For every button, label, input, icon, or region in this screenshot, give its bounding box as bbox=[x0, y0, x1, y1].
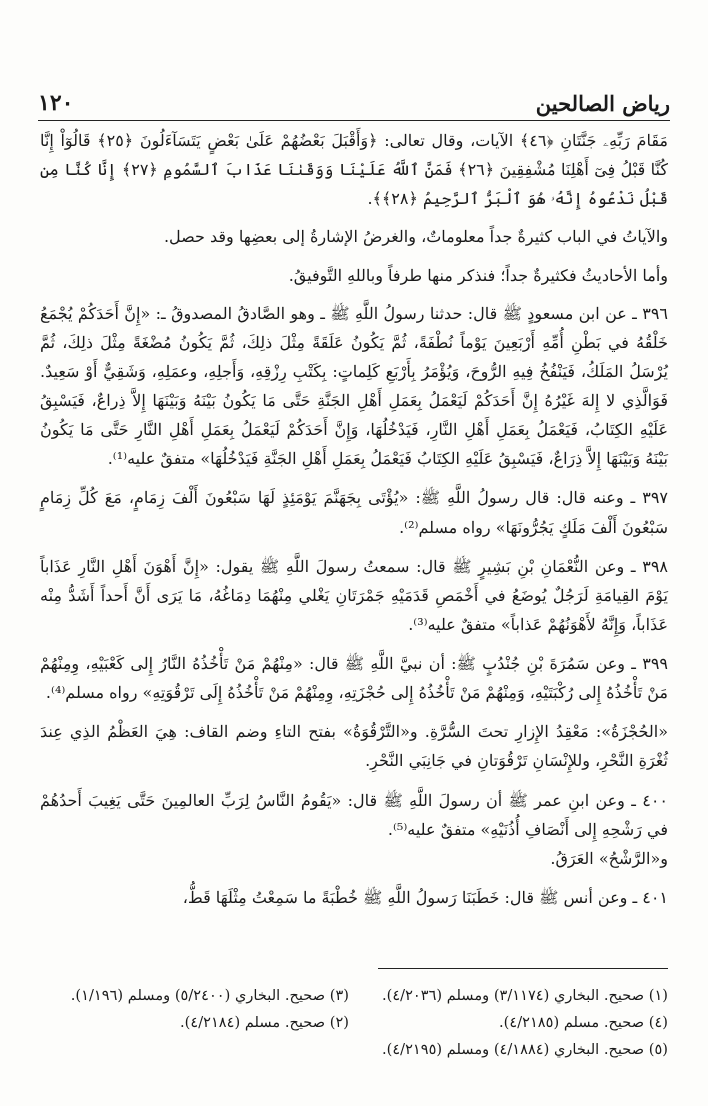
hadith-400 bbox=[40, 786, 668, 873]
hadith-399 bbox=[40, 649, 668, 707]
hadith-398 bbox=[40, 552, 668, 639]
running-header bbox=[38, 86, 670, 121]
hadith-text: ٣٩٨ ـ وعن النُّعْمَانِ بْنِ بَشِيرٍ ﷺ قال: سمعتُ رسولَ اللَّهِ ﷺ يقول: «إِنَّ أَهْوَنَ أَهْلِ النَّارِ عَذَاباً يَوْمَ القِيامَةِ لَرَجُلٌ يُوضَعُ في أَخْمَصِ قَدَمَيْهِ جَمْرَتَانِ يَغْلي مِنْهُمَا دِمَاغُهُ، مَا يَرَى أَنَّ أَحداً أَشَدُّ مِنْه عَذَاباً، وَإِنَّهُ لأَهْوَنُهُمْ عَذاباً» متفقٌ عليه⁽³⁾. bbox=[40, 556, 668, 634]
footnote-2: (٢) صحيح. مسلم (٤/٢١٨٤). bbox=[180, 1014, 349, 1031]
glossary-note bbox=[40, 717, 668, 775]
intro-paragraph: والآياتُ في الباب كثيرةٌ جداً معلوماتٌ، والغرضُ الإشارةُ إلى بعضِها وقد حصل. bbox=[163, 227, 668, 247]
hadith-text: ٣٩٧ ـ وعنه قال: قال رسولُ اللَّهِ ﷺ: «يُؤْتَى بِجَهَنَّمَ يَوْمَئِذٍ لَهَا سَبْعُونَ أَلْفَ زِمَامٍ، مَعَ كُلِّ زِمَامٍ سَبْعُونَ أَلْفَ مَلَكٍ يَجُرُّونَهَا» رواه مسلم⁽²⁾. bbox=[40, 488, 668, 537]
footnote-3: (٣) صحيح. البخاري (٥/٢٤٠٠) ومسلم (١/١٩٦). bbox=[70, 987, 349, 1004]
footnote-5: (٥) صحيح. البخاري (٤/١٨٨٤) ومسلم (٤/٢١٩٥). bbox=[381, 1041, 668, 1058]
hadith-text: ٤٠٠ ـ وعن ابنِ عمر ﷺ أن رسولَ اللَّهِ ﷺ قال: «يَقُومُ النَّاسُ لِرَبِّ العالمِينَ حَتَّى يَغِيبَ أَحدُهُمْ في رَشْحِهِ إِلى أَنْصَافِ أُذُنَيْهِ» متفقٌ عليه⁽⁵⁾. bbox=[40, 790, 668, 839]
hadith-text: ٣٩٦ ـ عن ابن مسعودٍ ﷺ قال: حدثنا رسولُ اللَّهِ ﷺ ـ وهو الصَّادقُ المصدوقُ ـ: «إِنَّ أَحَدَكُمْ يُجْمَعُ خَلْقُهُ في بَطْنِ أُمِّهِ أَرْبَعِينَ يَوْماً نُطْفَةً، ثُمَّ يَكُونُ عَلَقَةً مِثْلَ ذلِكَ، ثُمَّ يَكُونُ مُضْغَةً مِثْلَ ذلِكَ، ثُمَّ يُرْسَلُ المَلَكُ، فَيَنْفُخُ فِيهِ الرُّوحَ، وَيُؤْمَرُ بِأَرْبَعِ كَلِماتٍ: بِكَتْبِ رِزْقِهِ، وَأَجلِهِ، وعمَلِهِ، وَشَقِيٌّ أَوْ سَعِيدٌ. فَوَالَّذِي لا إِلهَ غَيْرُهُ إِنَّ أَحَدَكُمْ لَيَعْمَلُ بِعَمَلِ أَهْلِ الجَنَّةِ حَتَّى مَا يَكُونُ بَيْنَهُ وَبَيْنَهَا إِلاَّ ذِراعٌ، فَيَسْبِقُ عَلَيْهِ الكِتَابُ، فَيَعْمَلُ بِعَمَلِ أَهْلِ النَّارِ، فَيَدْخُلُهَا، وَإِنَّ أَحَدَكُمْ لَيَعْمَلُ بِعَمَلِ أَهْلِ النَّارِ حَتَّى مَا يَكُونُ بَيْنَهُ وَبَيْنَهَا إِلاَّ ذِرَاعٌ، فَيَسْبِقُ عَلَيْهِ الكِتَابُ فَيَعْمَلُ بِعَمَلِ أَهْلِ الجَنَّةِ فَيَدْخُلُهَا» متفقٌ عليه⁽¹⁾. bbox=[40, 303, 669, 469]
hadith-397 bbox=[40, 483, 668, 541]
quran-verses-paragraph: مَقَامَ رَبِّهِۦ جَنَّتَانِ ﴿٤٦﴾ الآيات، وقال تعالى: ﴿وَأَقْبَلَ بَعْضُهُمْ عَلَىٰ بَعْضٍ يَتَسَآءَلُونَ ﴿٢٥﴾ قَالُوٓاْ إِنَّا كُنَّا قَبْلُ فِىٓ أَهْلِنَا مُشْفِقِينَ ﴿٢٦﴾ فَمَنَّ ٱللَّهُ عَلَيْنَا وَوَقَىٰنَا عَذَابَ ٱلسَّمُومِ ﴿٢٧﴾ إِنَّا كُنَّا مِن قَبْلُ نَدْعُوهُ إِنَّهُۥ هُوَ ٱلْبَرُّ ٱلرَّحِيمُ ﴿٢٨﴾﴾. bbox=[40, 131, 668, 209]
main-text bbox=[40, 126, 668, 922]
hadith-396 bbox=[40, 299, 668, 474]
hadith-text: ٣٩٩ ـ وعن سَمُرَةَ بْنِ جُنْدُبٍ ﷺ: أن نبيَّ اللَّهِ ﷺ قال: «مِنْهُمْ مَنْ تَأْخُذُهُ النَّارُ إِلى كَعْبَيْهِ، وِمِنْهُمْ مَنْ تَأْخُذُهُ إِلى رُكْبَتَيْهِ، وَمِنْهُمْ مَنْ تَأْخُذُهُ إِلى حُجْزَتِهِ، وِمِنْهُمْ مَنْ تَأْخُذُهُ إِلَى تَرْقُوَتِهِ» رواه مسلم⁽⁴⁾. bbox=[40, 654, 668, 703]
glossary-text: «الحُجْزَةُ»: مَعْقِدُ الإِزارِ تحتَ السُّرَّةِ. و«التَّرْقُوَةُ» بفتح التاءِ وضم القاف: هِيَ العَظْمُ الذِي عِندَ ثُغْرَةِ النَّحْرِ، وللإِنْسَانِ تَرْقُوَتانِ في جَانِبَي النَّحْرِ. bbox=[40, 722, 668, 771]
footnote-separator bbox=[378, 968, 668, 969]
book-title: رياض الصالحين bbox=[535, 91, 670, 116]
hadith-text: ٤٠١ ـ وعن أنس ﷺ قال: خَطَبَنَا رَسولُ اللَّهِ ﷺ خُطْبَةً ما سَمِعْتُ مِثْلَهَا قَطُّ، bbox=[182, 887, 668, 907]
hadith-401 bbox=[40, 883, 668, 912]
footnotes bbox=[40, 982, 668, 1063]
footnote-1: (١) صحيح. البخاري (٣/١١٧٤) ومسلم (٤/٢٠٣٦). bbox=[381, 987, 668, 1004]
glossary-text: و«الرَّشْحُ» العَرَقُ. bbox=[550, 848, 668, 868]
intro-paragraph: وأما الأحاديثُ فكثيرةٌ جداً؛ فنذكر منها طرفاً وباللهِ التَّوفيقُ. bbox=[288, 265, 668, 285]
page-number: ١٢٠ bbox=[38, 90, 74, 116]
footnote-4: (٤) صحيح. مسلم (٤/٢١٨٥). bbox=[499, 1014, 668, 1031]
